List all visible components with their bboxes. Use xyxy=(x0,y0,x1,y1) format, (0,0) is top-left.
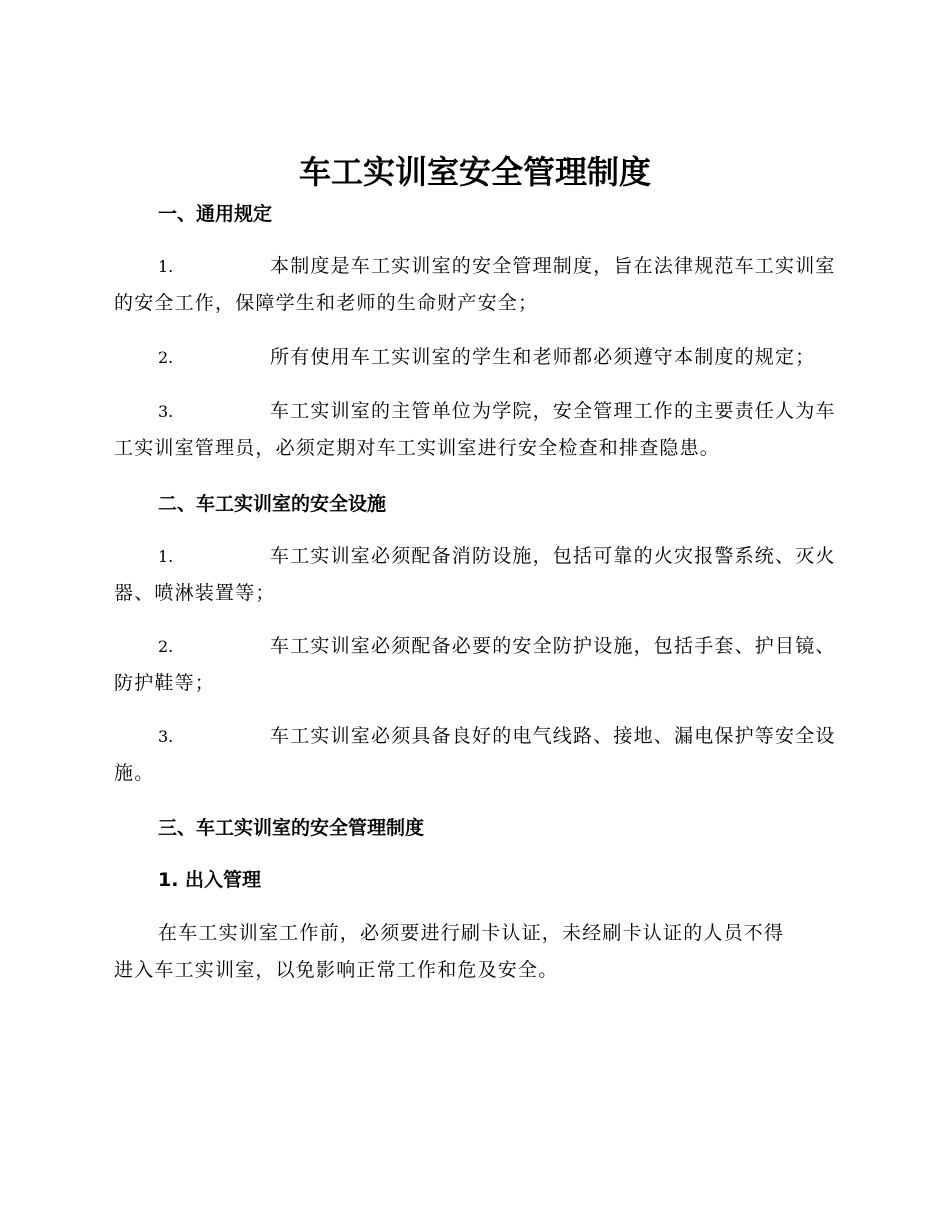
item-number: 3. xyxy=(158,402,174,421)
paragraph-line2: 进入车工实训室，以免影响正常工作和危及安全。 xyxy=(114,959,559,981)
list-item xyxy=(114,628,834,702)
list-item xyxy=(114,248,834,322)
item-text-line1: 车工实训室必须配备必要的安全防护设施，包括手套、护目镜、 xyxy=(270,635,836,657)
item-text-line1: 车工实训室必须配备消防设施，包括可靠的火灾报警系统、灭火 xyxy=(270,545,836,567)
section-heading-general: 一、通用规定 xyxy=(158,203,273,225)
item-number: 1. xyxy=(158,547,174,566)
list-item xyxy=(114,393,834,467)
item-text-line2: 施。 xyxy=(114,762,155,784)
item-text-line1: 所有使用车工实训室的学生和老师都必须遵守本制度的规定； xyxy=(270,346,816,368)
item-number: 2. xyxy=(158,637,174,656)
list-item xyxy=(114,339,834,376)
document-title: 车工实训室安全管理制度 xyxy=(298,153,651,191)
item-number: 1. xyxy=(158,257,174,276)
item-text-line2: 的安全工作，保障学生和老师的生命财产安全； xyxy=(114,292,539,314)
item-text-line2: 器、喷淋装置等； xyxy=(114,582,276,604)
paragraph-line1: 在车工实训室工作前，必须要进行刷卡认证，未经刷卡认证的人员不得 xyxy=(158,922,785,944)
section-heading-safety-facilities: 二、车工实训室的安全设施 xyxy=(158,493,387,515)
subheading-access-management: 1. 出入管理 xyxy=(158,869,262,891)
list-item xyxy=(114,718,834,792)
item-text-line1: 车工实训室的主管单位为学院，安全管理工作的主要责任人为车 xyxy=(270,400,836,422)
item-text-line1: 车工实训室必须具备良好的电气线路、接地、漏电保护等安全设 xyxy=(270,725,836,747)
item-text-line2: 防护鞋等； xyxy=(114,672,216,694)
item-number: 2. xyxy=(158,348,174,367)
item-text-line1: 本制度是车工实训室的安全管理制度，旨在法律规范车工实训室 xyxy=(270,255,836,277)
paragraph xyxy=(114,915,834,989)
item-text-line2: 工实训室管理员，必须定期对车工实训室进行安全检查和排查隐患。 xyxy=(114,437,721,459)
item-number: 3. xyxy=(158,727,174,746)
list-item xyxy=(114,538,834,612)
section-heading-management-system: 三、车工实训室的安全管理制度 xyxy=(158,817,425,839)
